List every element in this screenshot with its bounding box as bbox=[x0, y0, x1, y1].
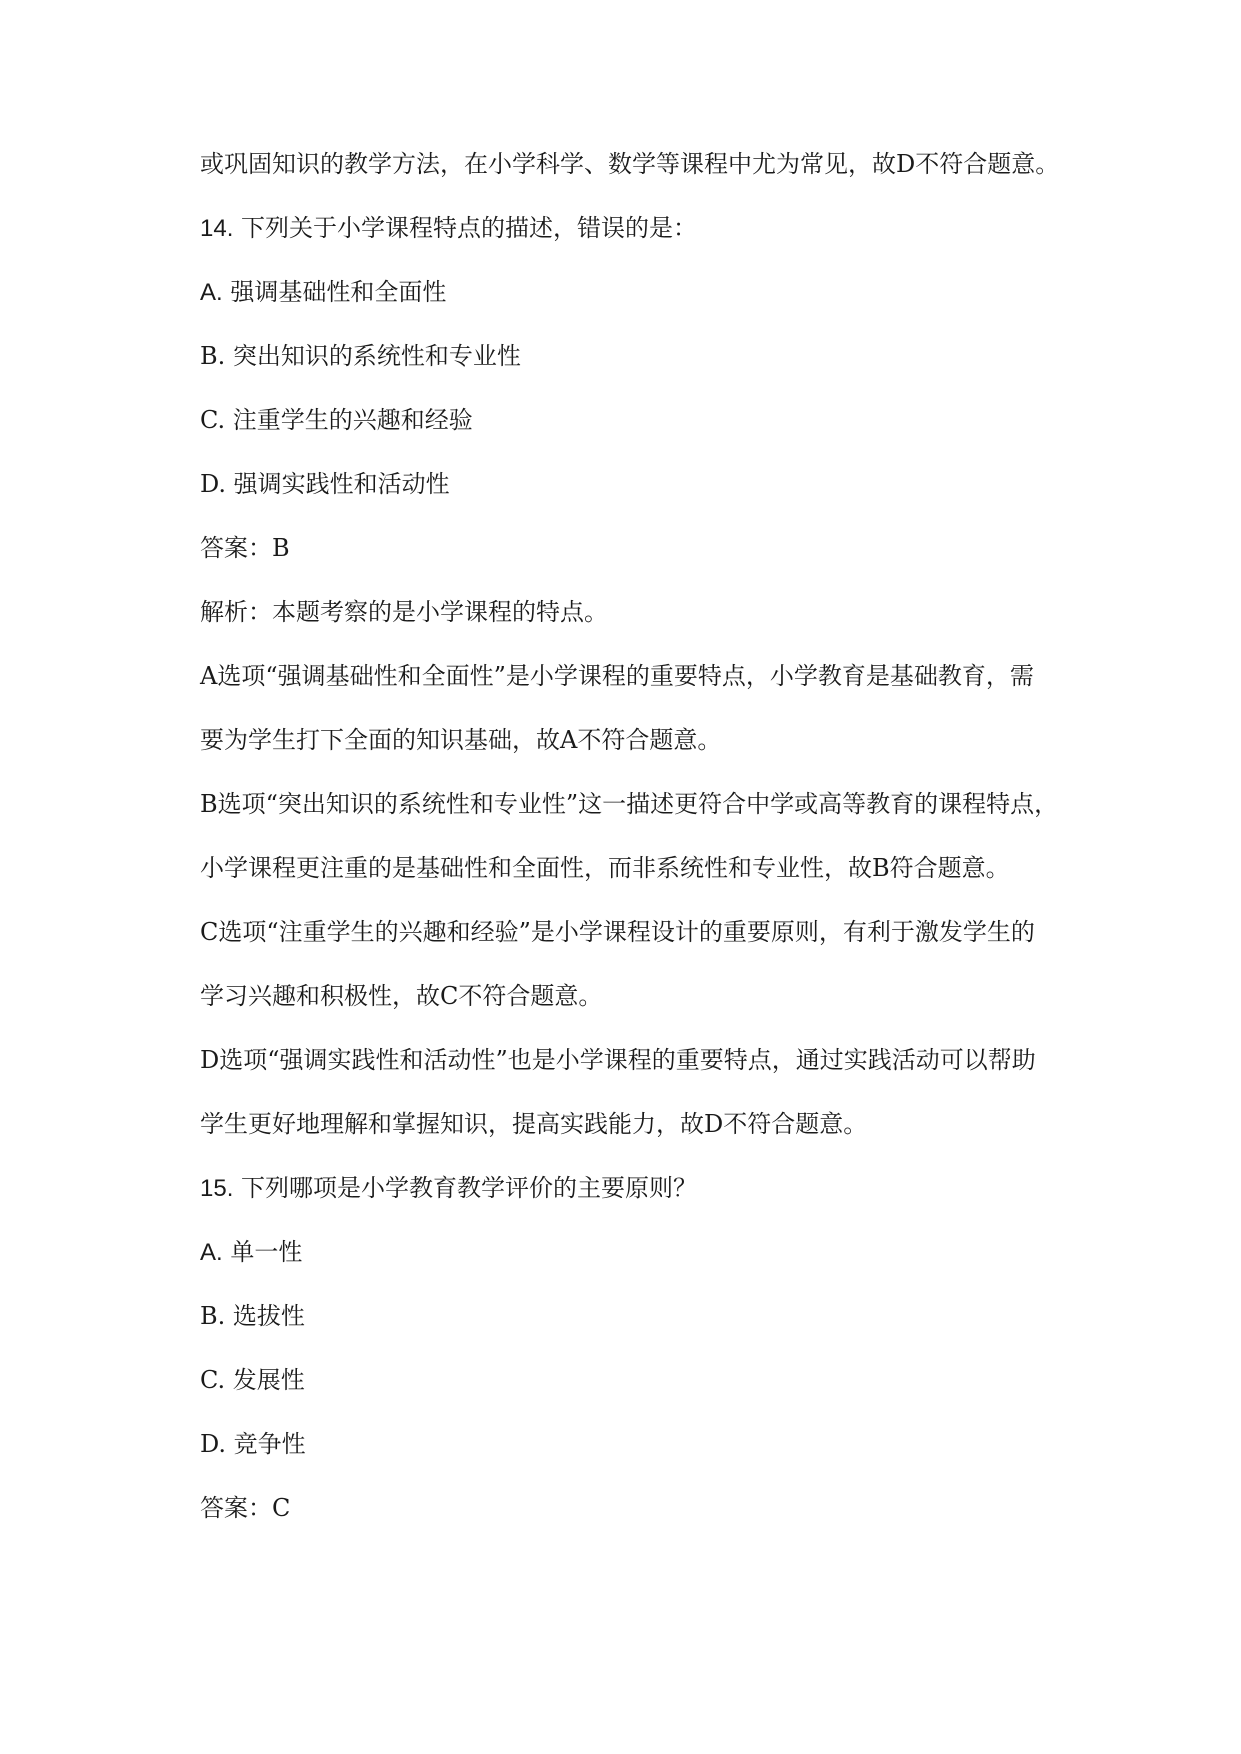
option-letter: C. bbox=[200, 1366, 226, 1394]
question-15-stem bbox=[200, 1172, 1100, 1205]
q14-option-c bbox=[200, 404, 1100, 436]
option-text: 竞争性 bbox=[233, 1430, 306, 1458]
q14-analysis-line: A选项“强调基础性和全面性”是小学课程的重要特点，小学教育是基础教育，需 bbox=[200, 662, 1034, 690]
q15-answer: 答案：C bbox=[200, 1494, 291, 1522]
option-text: 强调实践性和活动性 bbox=[233, 470, 450, 498]
question-text: 下列哪项是小学教育教学评价的主要原则？ bbox=[241, 1174, 698, 1202]
option-text: 单一性 bbox=[230, 1238, 303, 1266]
option-text: 选拔性 bbox=[232, 1302, 305, 1330]
q14-analysis-line: 小学课程更注重的是基础性和全面性，而非系统性和专业性，故B符合题意。 bbox=[200, 854, 1010, 882]
q14-option-b bbox=[200, 340, 1100, 372]
question-number: 14. bbox=[200, 215, 234, 242]
question-text: 下列关于小学课程特点的描述，错误的是： bbox=[241, 214, 698, 242]
q14-analysis-line: 学生更好地理解和掌握知识，提高实践能力，故D不符合题意。 bbox=[200, 1110, 868, 1138]
prev-answer-continuation: 或巩固知识的教学方法，在小学科学、数学等课程中尤为常见，故D不符合题意。 bbox=[200, 150, 1060, 178]
q14-analysis-line: D选项“强调实践性和活动性”也是小学课程的重要特点，通过实践活动可以帮助 bbox=[200, 1046, 1036, 1074]
q15-option-d bbox=[200, 1428, 1100, 1460]
option-letter: D. bbox=[200, 470, 227, 498]
q14-analysis-intro: 解析：本题考察的是小学课程的特点。 bbox=[200, 598, 608, 626]
question-number: 15. bbox=[200, 1175, 234, 1202]
option-text: 突出知识的系统性和专业性 bbox=[232, 342, 521, 370]
q14-analysis-line: B选项“突出知识的系统性和专业性”这一描述更符合中学或高等教育的课程特点， bbox=[200, 790, 1059, 818]
q15-option-a bbox=[200, 1236, 1100, 1269]
q14-answer: 答案：B bbox=[200, 534, 290, 562]
q14-option-a bbox=[200, 276, 1100, 309]
q14-analysis-line: 要为学生打下全面的知识基础，故A不符合题意。 bbox=[200, 726, 722, 754]
option-letter: A. bbox=[200, 1239, 223, 1266]
option-letter: B. bbox=[200, 342, 226, 370]
q15-option-b bbox=[200, 1300, 1100, 1332]
option-text: 发展性 bbox=[232, 1366, 305, 1394]
q14-analysis-line: 学习兴趣和积极性，故C不符合题意。 bbox=[200, 982, 603, 1010]
option-text: 注重学生的兴趣和经验 bbox=[232, 406, 473, 434]
q14-analysis-line: C选项“注重学生的兴趣和经验”是小学课程设计的重要原则，有利于激发学生的 bbox=[200, 918, 1035, 946]
option-text: 强调基础性和全面性 bbox=[230, 278, 447, 306]
q14-option-d bbox=[200, 468, 1100, 500]
question-14-stem bbox=[200, 212, 1100, 245]
option-letter: B. bbox=[200, 1302, 226, 1330]
option-letter: C. bbox=[200, 406, 226, 434]
option-letter: A. bbox=[200, 279, 223, 306]
q15-option-c bbox=[200, 1364, 1100, 1396]
option-letter: D. bbox=[200, 1430, 227, 1458]
